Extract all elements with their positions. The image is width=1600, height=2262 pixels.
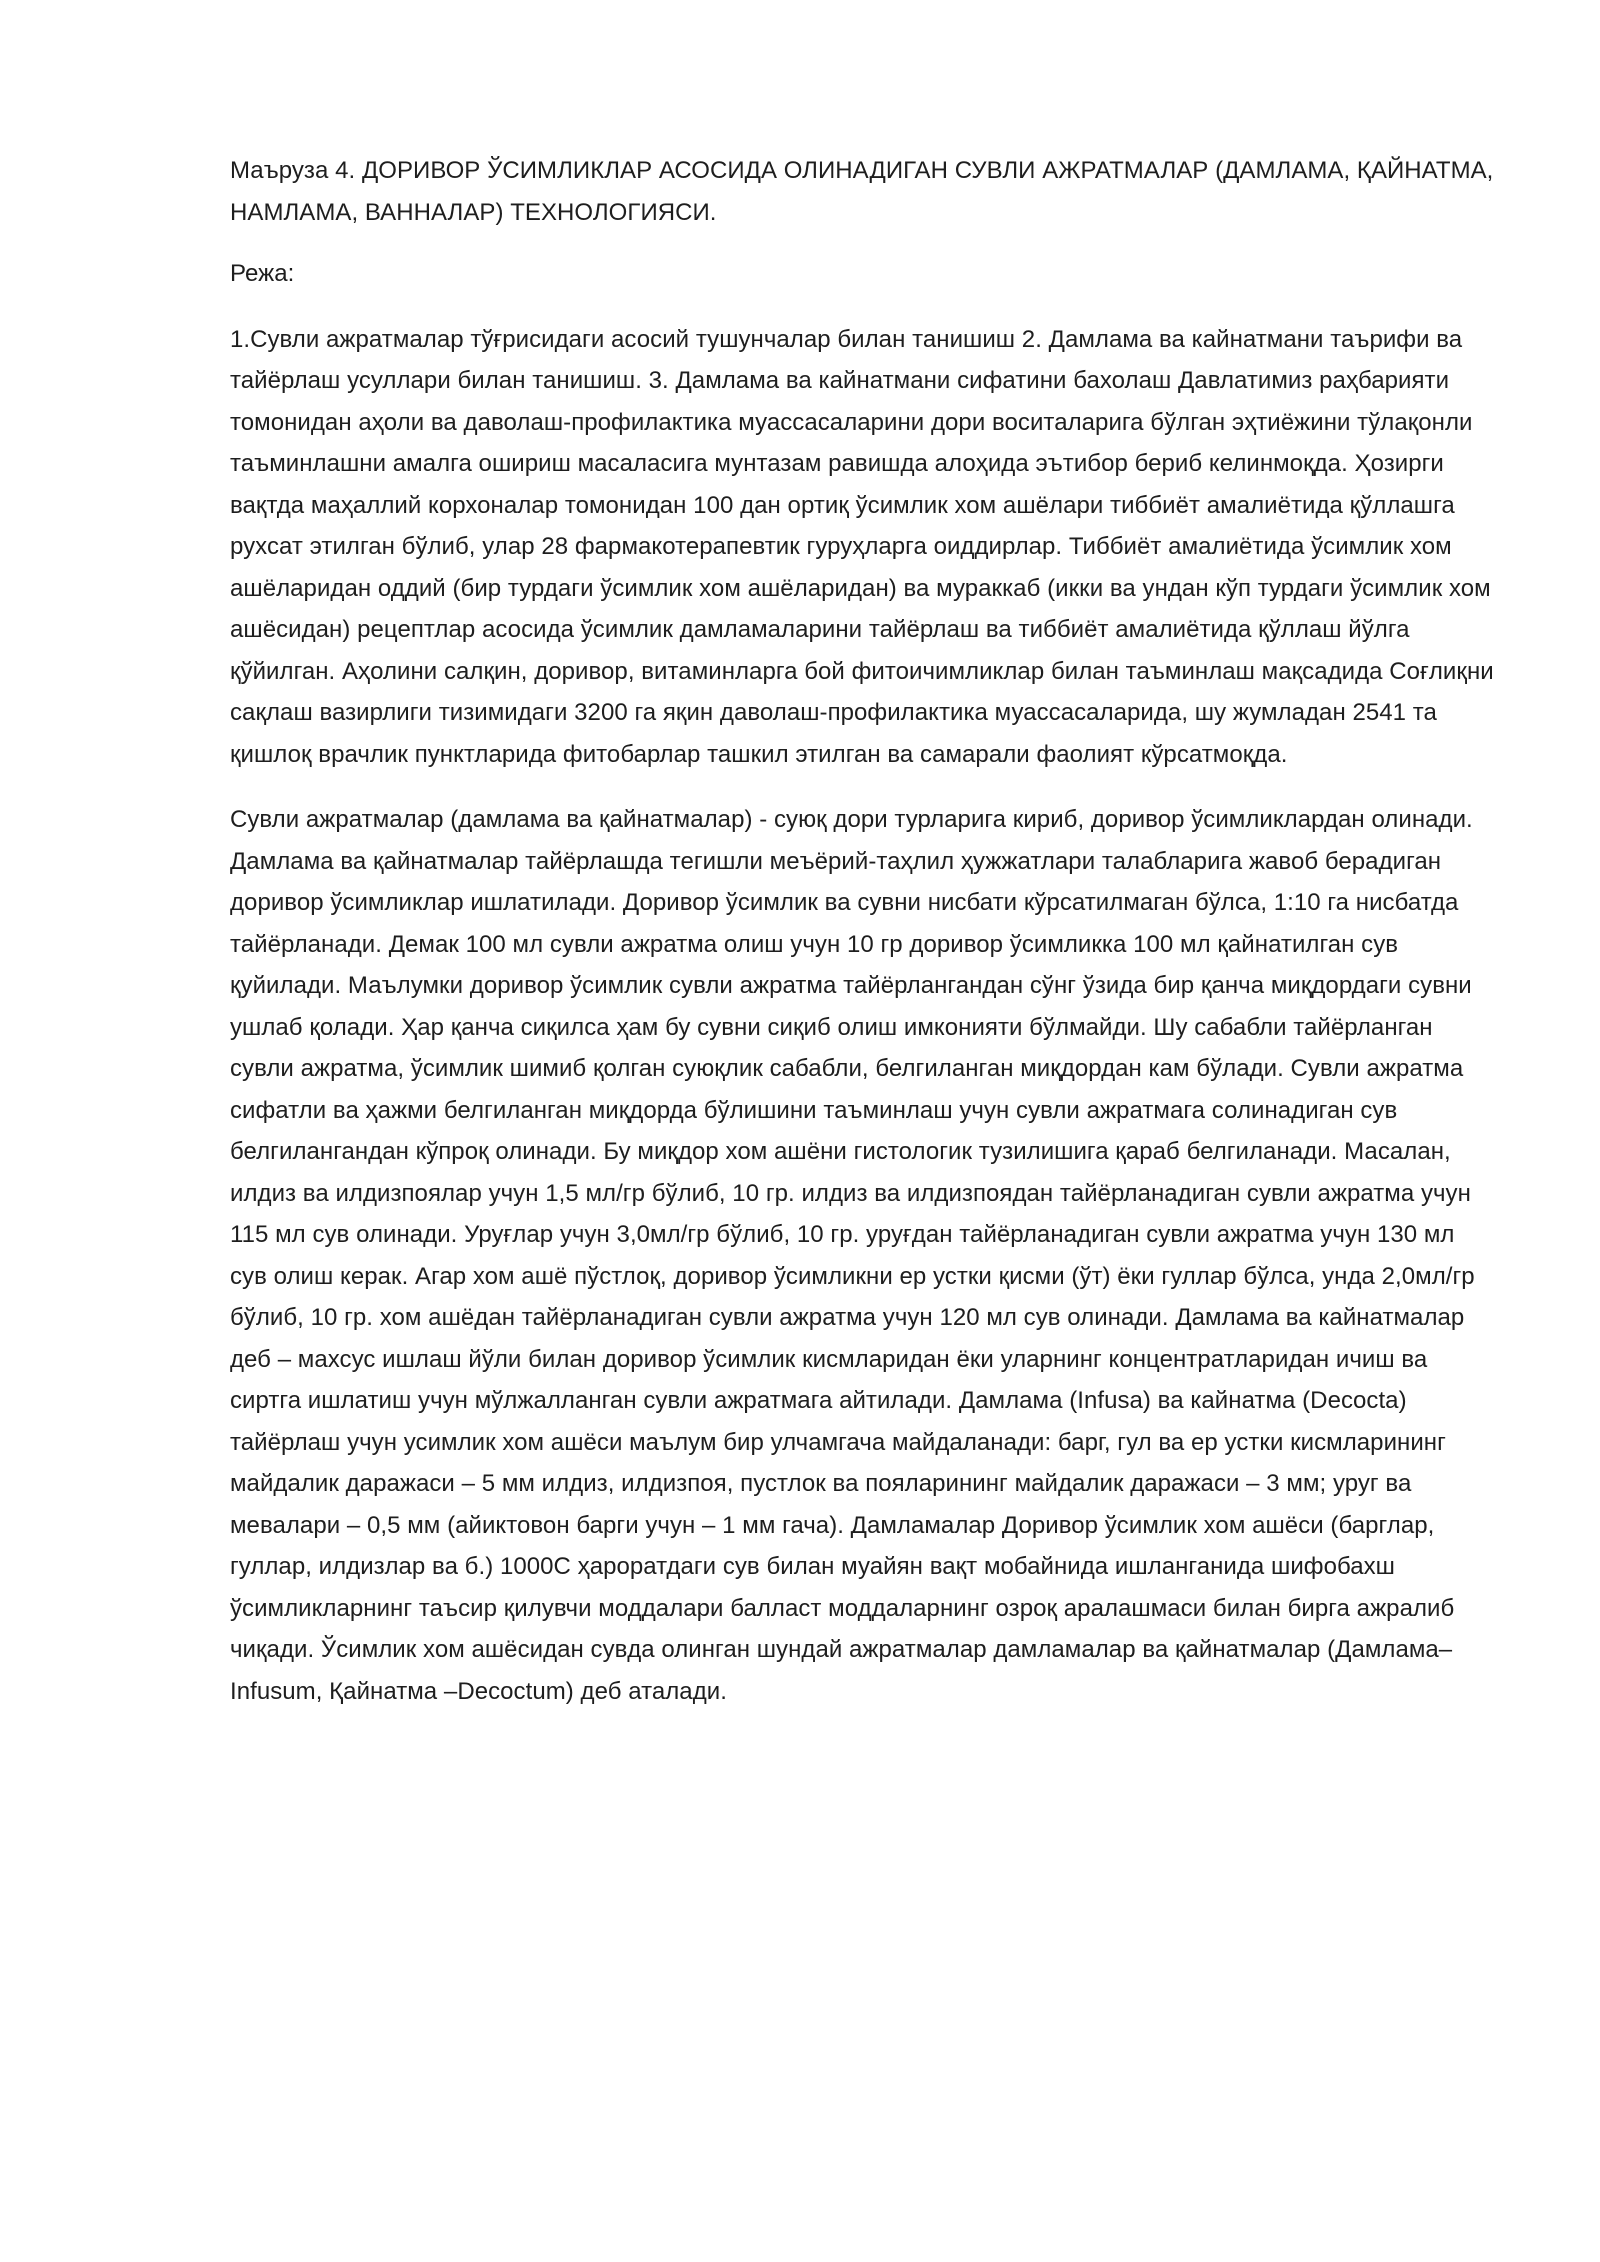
paragraph-intro: 1.Сувли ажратмалар тўғрисидаги асосий тушунчалар билан танишиш 2. Дамлама ва кайнатмани таърифи ва тайёрлаш усуллари билан танишиш. 3. Дамлама ва кайнатмани сифатини бахолаш Давлатимиз раҳбарияти томонидан аҳоли ва даволаш-профилактика муассасаларини дори воситаларига бўлган эҳтиёжини тўлақонли таъминлашни амалга ошириш масаласига мунтазам равишда алоҳида эътибор бериб келинмоқда. Ҳозирги вақтда маҳаллий корхоналар томонидан 100 дан ортиқ ўсимлик хом ашёлари тиббиёт амалиётида қўллашга рухсат этилган бўлиб, улар 28 фармакотерапевтик гуруҳларга оиддирлар. Тиббиёт амалиётида ўсимлик хом ашёларидан оддий (бир турдаги ўсимлик хом ашёларидан) ва мураккаб (икки ва ундан кўп турдаги ўсимлик хом ашёсидан) рецептлар асосида ўсимлик дамламаларини тайёрлаш ва тиббиёт амалиётида қўллаш йўлга қўйилган. Аҳолини салқин, доривор, витаминларга бой фитоичимликлар билан таъминлаш мақсадида Соғлиқни сақлаш вазирлиги тизимидаги 3200 га яқин даволаш-профилактика муассасаларида, шу жумладан 2541 та қишлоқ врачлик пунктларида фитобарлар ташкил этилган ва самарали фаолият кўрсатмоқда. <box>230 325 1494 768</box>
plan-heading: Режа: <box>230 260 295 287</box>
lecture-title: Маъруза 4. ДОРИВОР ЎСИМЛИКЛАР АСОСИДА ОЛИНАДИГАН СУВЛИ АЖРАТМАЛАР (ДАМЛАМА, ҚАЙНАТМА, НАМЛАМА, ВАННАЛАР) ТЕХНОЛОГИЯСИ. <box>230 157 1494 226</box>
document-body <box>230 150 1495 1736</box>
paragraph-aqueous-extracts: Сувли ажратмалар (дамлама ва қайнатмалар) - суюқ дори турларига кириб, доривор ўсимликлардан олинади. Дамлама ва қайнатмалар тайёрлашда тегишли меъёрий-таҳлил ҳужжатлари талабларига жавоб берадиган доривор ўсимликлар ишлатилади. Доривор ўсимлик ва сувни нисбати кўрсатилмаган бўлса, 1:10 га нисбатда тайёрланади. Демак 100 мл сувли ажратма олиш учун 10 гр доривор ўсимликка 100 мл қайнатилган сув қуйилади. Маълумки доривор ўсимлик сувли ажратма тайёрлангандан сўнг ўзида бир қанча миқдордаги сувни ушлаб қолади. Ҳар қанча сиқилса ҳам бу сувни сиқиб олиш имконияти бўлмайди. Шу сабабли тайёрланган сувли ажратма, ўсимлик шимиб қолган суюқлик сабабли, белгиланган миқдордан кам бўлади. Сувли ажратма сифатли ва ҳажми белгиланган миқдорда бўлишини таъминлаш учун сувли ажратмага солинадиган сув белгилангандан кўпроқ олинади. Бу миқдор хом ашёни гистологик тузилишига қараб белгиланади. Масалан, илдиз ва илдизпоялар учун 1,5 мл/гр бўлиб, 10 гр. илдиз ва илдизпоядан тайёрланадиган сувли ажратма учун 115 мл сув олинади. Уруғлар учун 3,0мл/гр бўлиб, 10 гр. уруғдан тайёрланадиган сувли ажратма учун 130 мл сув олиш керак. Агар хом ашё пўстлоқ, доривор ўсимликни ер устки қисми (ўт) ёки гуллар бўлса, унда 2,0мл/гр бўлиб, 10 гр. хом ашёдан тайёрланадиган сувли ажратма учун 120 мл сув олинади. Дамлама ва кайнатмалар деб – махсус ишлаш йўли билан доривор ўсимлик кисмларидан ёки уларнинг концентратларидан ичиш ва сиртга ишлатиш учун мўлжалланган сувли ажратмага айтилади. Дамлама (Infusa) ва кайнатма (Decocta) тайёрлаш учун усимлик хом ашёси маълум бир улчамгача майдаланади: барг, гул ва ер устки кисмларининг майдалик даражаси – 5 мм илдиз, илдизпоя, пустлок ва пояларининг майдалик даражаси – 3 мм; уруг ва мевалари – 0,5 мм (айиктовон барги учун – 1 мм гача). Дамламалар Доривор ўсимлик хом ашёси (барглар, гуллар, илдизлар ва б.) 1000С ҳароратдаги сув билан муайян вақт мобайнида ишланганида шифобахш ўсимликларнинг таъсир қилувчи моддалари балласт моддаларнинг озроқ аралашмаси билан бирга ажралиб чиқади. Ўсимлик хом ашёсидан сувда олинган шундай ажратмалар дамламалар ва қайнатмалар (Дамлама–Infusum, Қайнатма –Decoctum) деб аталади. <box>230 806 1475 1705</box>
